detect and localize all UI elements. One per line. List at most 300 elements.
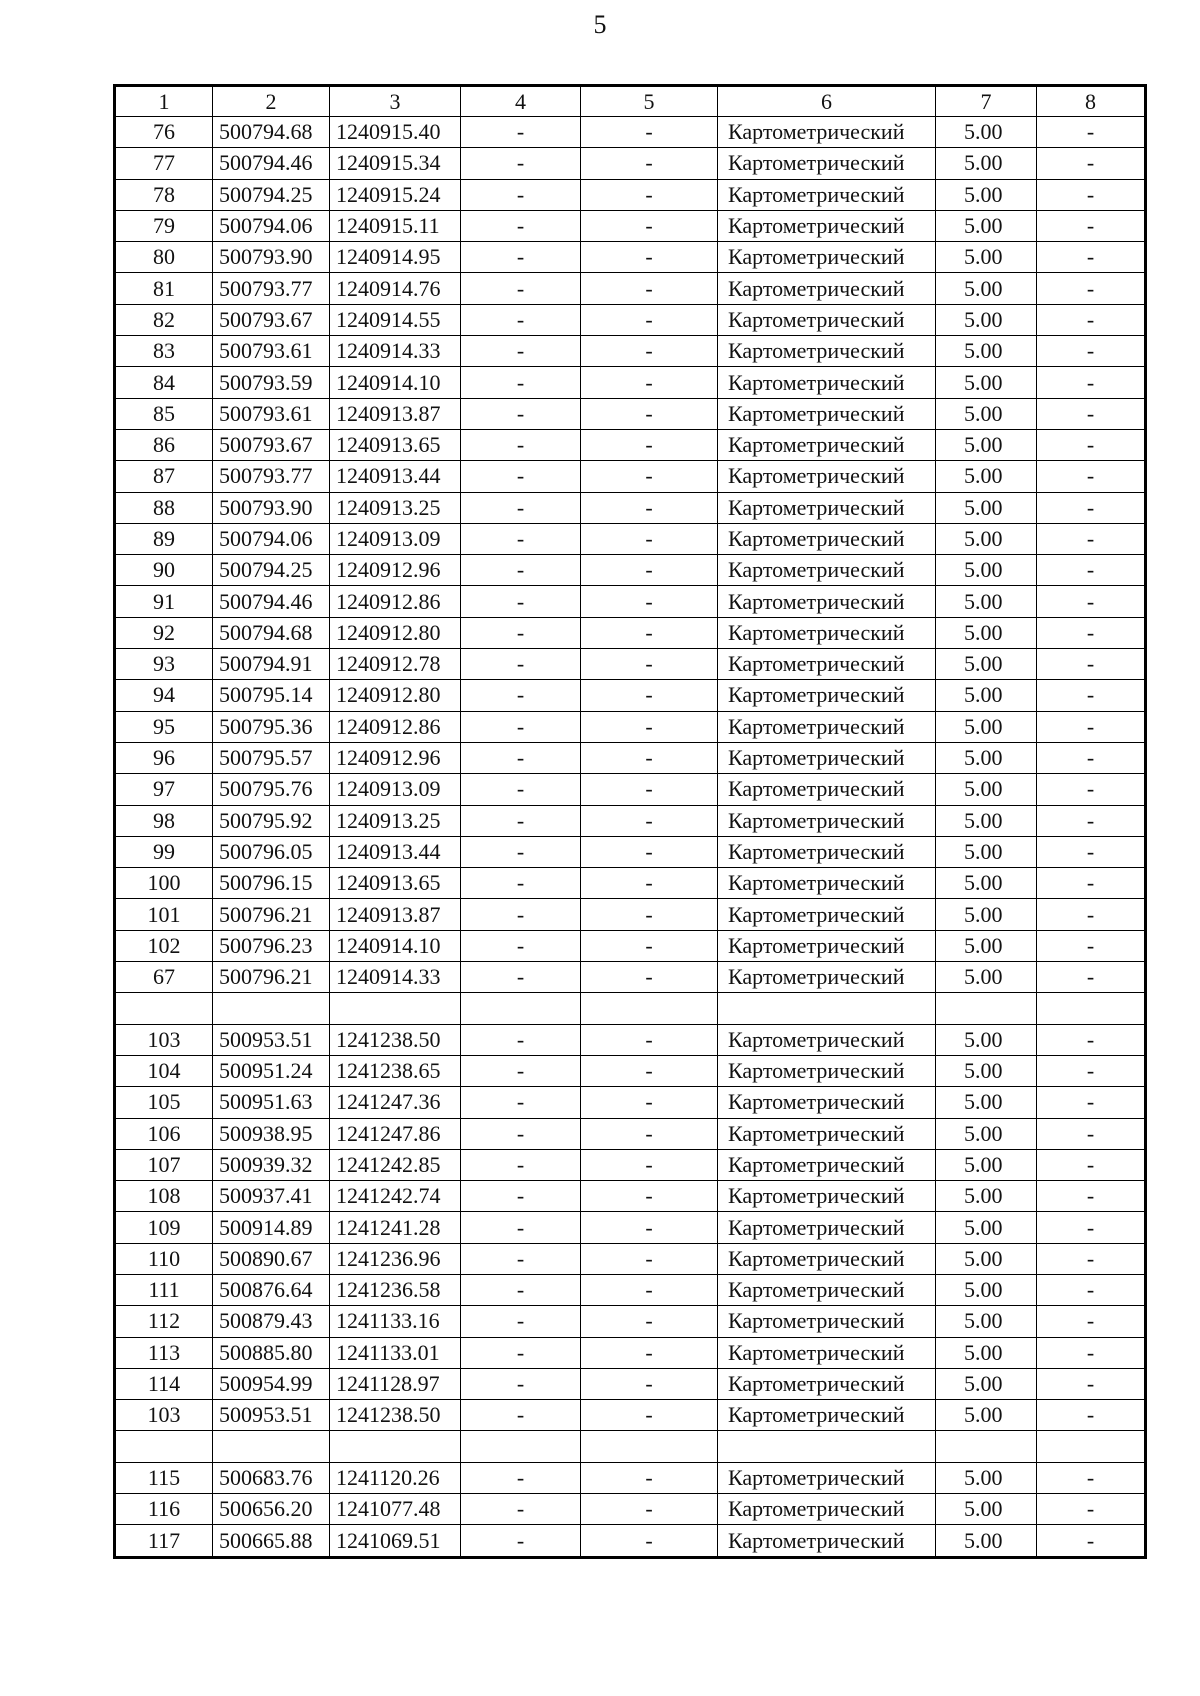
x-coordinate-cell: 500796.23 — [213, 930, 330, 961]
col8-cell — [1037, 1431, 1146, 1462]
table-row — [115, 429, 1146, 460]
col4-cell: - — [461, 711, 581, 742]
accuracy-cell: 5.00 — [936, 899, 1037, 930]
table-row — [115, 1055, 1146, 1086]
page-number: 5 — [593, 10, 607, 39]
method-cell: Картометрический — [718, 1212, 936, 1243]
method-cell: Картометрический — [718, 962, 936, 993]
table-row — [115, 649, 1146, 680]
method-cell: Картометрический — [718, 1087, 936, 1118]
method-cell: Картометрический — [718, 1149, 936, 1180]
col4-cell: - — [461, 1274, 581, 1305]
table-row — [115, 1024, 1146, 1055]
col5-cell: - — [581, 1525, 718, 1557]
point-number-cell: 107 — [115, 1149, 213, 1180]
x-coordinate-cell: 500793.77 — [213, 273, 330, 304]
y-coordinate-cell: 1240913.87 — [330, 899, 461, 930]
col5-cell: - — [581, 805, 718, 836]
table-row — [115, 1337, 1146, 1368]
point-number-cell: 109 — [115, 1212, 213, 1243]
col5-cell: - — [581, 117, 718, 148]
col8-cell: - — [1037, 398, 1146, 429]
x-coordinate-cell: 500795.92 — [213, 805, 330, 836]
method-cell — [718, 1431, 936, 1462]
table-row — [115, 1368, 1146, 1399]
y-coordinate-cell: 1240915.40 — [330, 117, 461, 148]
col5-cell: - — [581, 273, 718, 304]
col5-cell: - — [581, 617, 718, 648]
accuracy-cell: 5.00 — [936, 1368, 1037, 1399]
y-coordinate-cell: 1240914.55 — [330, 304, 461, 335]
accuracy-cell — [936, 1431, 1037, 1462]
x-coordinate-cell — [213, 993, 330, 1024]
y-coordinate-cell — [330, 993, 461, 1024]
x-coordinate-cell: 500939.32 — [213, 1149, 330, 1180]
method-cell: Картометрический — [718, 429, 936, 460]
col8-cell: - — [1037, 1087, 1146, 1118]
method-cell: Картометрический — [718, 805, 936, 836]
method-cell: Картометрический — [718, 1400, 936, 1431]
col5-cell: - — [581, 1149, 718, 1180]
col4-cell: - — [461, 1525, 581, 1557]
x-coordinate-cell: 500793.59 — [213, 367, 330, 398]
x-coordinate-cell: 500795.57 — [213, 742, 330, 773]
table-row — [115, 993, 1146, 1024]
col8-cell: - — [1037, 586, 1146, 617]
point-number-cell — [115, 1431, 213, 1462]
col5-cell: - — [581, 1462, 718, 1493]
method-cell: Картометрический — [718, 868, 936, 899]
col4-cell: - — [461, 868, 581, 899]
y-coordinate-cell: 1240913.44 — [330, 836, 461, 867]
col8-cell: - — [1037, 1118, 1146, 1149]
point-number-cell: 81 — [115, 273, 213, 304]
col5-cell: - — [581, 429, 718, 460]
point-number-cell: 116 — [115, 1494, 213, 1525]
col4-cell: - — [461, 336, 581, 367]
x-coordinate-cell: 500794.06 — [213, 523, 330, 554]
y-coordinate-cell: 1241236.96 — [330, 1243, 461, 1274]
col8-cell: - — [1037, 774, 1146, 805]
method-cell: Картометрический — [718, 148, 936, 179]
point-number-cell: 115 — [115, 1462, 213, 1493]
col8-cell: - — [1037, 868, 1146, 899]
accuracy-cell: 5.00 — [936, 242, 1037, 273]
method-cell: Картометрический — [718, 836, 936, 867]
point-number-cell: 80 — [115, 242, 213, 273]
y-coordinate-cell: 1241077.48 — [330, 1494, 461, 1525]
point-number-cell: 112 — [115, 1306, 213, 1337]
col8-cell: - — [1037, 1400, 1146, 1431]
x-coordinate-cell: 500794.68 — [213, 617, 330, 648]
x-coordinate-cell: 500938.95 — [213, 1118, 330, 1149]
y-coordinate-cell: 1241133.01 — [330, 1337, 461, 1368]
accuracy-cell: 5.00 — [936, 398, 1037, 429]
col4-cell: - — [461, 398, 581, 429]
method-cell: Картометрический — [718, 1462, 936, 1493]
y-coordinate-cell: 1241242.85 — [330, 1149, 461, 1180]
col4-cell: - — [461, 836, 581, 867]
col8-cell: - — [1037, 523, 1146, 554]
point-number-cell: 78 — [115, 179, 213, 210]
table-row — [115, 1525, 1146, 1557]
x-coordinate-cell: 500794.46 — [213, 148, 330, 179]
col4-cell — [461, 993, 581, 1024]
y-coordinate-cell: 1240914.95 — [330, 242, 461, 273]
table-row — [115, 617, 1146, 648]
y-coordinate-cell: 1240912.78 — [330, 649, 461, 680]
col8-cell: - — [1037, 711, 1146, 742]
table-row — [115, 586, 1146, 617]
header-row — [115, 86, 1146, 117]
col5-cell: - — [581, 148, 718, 179]
table-row — [115, 1306, 1146, 1337]
col8-cell: - — [1037, 1494, 1146, 1525]
col8-cell: - — [1037, 1024, 1146, 1055]
y-coordinate-cell: 1240914.76 — [330, 273, 461, 304]
col8-cell: - — [1037, 179, 1146, 210]
table-row — [115, 367, 1146, 398]
point-number-cell: 111 — [115, 1274, 213, 1305]
col5-cell: - — [581, 711, 718, 742]
y-coordinate-cell: 1240912.86 — [330, 711, 461, 742]
method-cell: Картометрический — [718, 1181, 936, 1212]
x-coordinate-cell: 500795.76 — [213, 774, 330, 805]
col4-cell: - — [461, 1181, 581, 1212]
table-row — [115, 1212, 1146, 1243]
col8-cell: - — [1037, 899, 1146, 930]
table-row — [115, 1243, 1146, 1274]
x-coordinate-cell: 500796.15 — [213, 868, 330, 899]
method-cell: Картометрический — [718, 179, 936, 210]
table-row — [115, 680, 1146, 711]
point-number-cell: 90 — [115, 555, 213, 586]
col5-cell: - — [581, 586, 718, 617]
y-coordinate-cell: 1240914.10 — [330, 930, 461, 961]
y-coordinate-cell: 1241241.28 — [330, 1212, 461, 1243]
col8-cell: - — [1037, 210, 1146, 241]
point-number-cell: 82 — [115, 304, 213, 335]
col5-cell: - — [581, 304, 718, 335]
x-coordinate-cell: 500796.05 — [213, 836, 330, 867]
accuracy-cell: 5.00 — [936, 492, 1037, 523]
method-cell: Картометрический — [718, 117, 936, 148]
point-number-cell: 97 — [115, 774, 213, 805]
x-coordinate-cell: 500794.25 — [213, 555, 330, 586]
col8-cell: - — [1037, 617, 1146, 648]
accuracy-cell: 5.00 — [936, 1149, 1037, 1180]
x-coordinate-cell: 500890.67 — [213, 1243, 330, 1274]
col4-cell: - — [461, 930, 581, 961]
table-row — [115, 742, 1146, 773]
method-cell: Картометрический — [718, 1494, 936, 1525]
accuracy-cell: 5.00 — [936, 1243, 1037, 1274]
table-row — [115, 1494, 1146, 1525]
table-row — [115, 1087, 1146, 1118]
accuracy-cell: 5.00 — [936, 711, 1037, 742]
x-coordinate-cell — [213, 1431, 330, 1462]
col5-cell — [581, 1431, 718, 1462]
column-header: 8 — [1037, 86, 1146, 117]
y-coordinate-cell: 1241069.51 — [330, 1525, 461, 1557]
y-coordinate-cell: 1241133.16 — [330, 1306, 461, 1337]
accuracy-cell: 5.00 — [936, 680, 1037, 711]
table-row — [115, 774, 1146, 805]
col4-cell: - — [461, 1024, 581, 1055]
col5-cell: - — [581, 1055, 718, 1086]
point-number-cell: 117 — [115, 1525, 213, 1557]
x-coordinate-cell: 500951.24 — [213, 1055, 330, 1086]
col5-cell: - — [581, 210, 718, 241]
col4-cell: - — [461, 1494, 581, 1525]
col8-cell: - — [1037, 649, 1146, 680]
col4-cell: - — [461, 429, 581, 460]
x-coordinate-cell: 500793.67 — [213, 304, 330, 335]
col4-cell: - — [461, 1149, 581, 1180]
method-cell: Картометрический — [718, 1306, 936, 1337]
x-coordinate-cell: 500953.51 — [213, 1024, 330, 1055]
accuracy-cell: 5.00 — [936, 586, 1037, 617]
column-header: 6 — [718, 86, 936, 117]
accuracy-cell: 5.00 — [936, 1055, 1037, 1086]
x-coordinate-cell: 500793.77 — [213, 461, 330, 492]
col4-cell: - — [461, 1306, 581, 1337]
method-cell: Картометрический — [718, 711, 936, 742]
col4-cell: - — [461, 742, 581, 773]
col4-cell: - — [461, 1400, 581, 1431]
table-row — [115, 805, 1146, 836]
accuracy-cell: 5.00 — [936, 617, 1037, 648]
method-cell: Картометрический — [718, 273, 936, 304]
point-number-cell: 106 — [115, 1118, 213, 1149]
table-row — [115, 461, 1146, 492]
y-coordinate-cell: 1240913.44 — [330, 461, 461, 492]
point-number-cell — [115, 993, 213, 1024]
accuracy-cell: 5.00 — [936, 1118, 1037, 1149]
accuracy-cell: 5.00 — [936, 555, 1037, 586]
y-coordinate-cell: 1240912.96 — [330, 555, 461, 586]
col4-cell: - — [461, 273, 581, 304]
accuracy-cell: 5.00 — [936, 1087, 1037, 1118]
col5-cell: - — [581, 962, 718, 993]
col4-cell: - — [461, 1118, 581, 1149]
x-coordinate-cell: 500795.14 — [213, 680, 330, 711]
y-coordinate-cell: 1240912.80 — [330, 680, 461, 711]
col8-cell: - — [1037, 461, 1146, 492]
x-coordinate-cell: 500665.88 — [213, 1525, 330, 1557]
accuracy-cell: 5.00 — [936, 461, 1037, 492]
accuracy-cell: 5.00 — [936, 1494, 1037, 1525]
x-coordinate-cell: 500954.99 — [213, 1368, 330, 1399]
point-number-cell: 110 — [115, 1243, 213, 1274]
col8-cell: - — [1037, 555, 1146, 586]
col8-cell: - — [1037, 1274, 1146, 1305]
accuracy-cell: 5.00 — [936, 868, 1037, 899]
col5-cell: - — [581, 1274, 718, 1305]
method-cell: Картометрический — [718, 367, 936, 398]
column-header: 7 — [936, 86, 1037, 117]
point-number-cell: 88 — [115, 492, 213, 523]
col5-cell: - — [581, 336, 718, 367]
table-row — [115, 1149, 1146, 1180]
col8-cell: - — [1037, 273, 1146, 304]
table-row — [115, 930, 1146, 961]
col5-cell: - — [581, 1368, 718, 1399]
col4-cell: - — [461, 617, 581, 648]
table-row — [115, 1118, 1146, 1149]
table-row — [115, 179, 1146, 210]
col5-cell: - — [581, 774, 718, 805]
y-coordinate-cell: 1241242.74 — [330, 1181, 461, 1212]
accuracy-cell: 5.00 — [936, 179, 1037, 210]
method-cell: Картометрический — [718, 1368, 936, 1399]
method-cell: Картометрический — [718, 899, 936, 930]
point-number-cell: 102 — [115, 930, 213, 961]
method-cell: Картометрический — [718, 1337, 936, 1368]
method-cell: Картометрический — [718, 304, 936, 335]
table-row — [115, 336, 1146, 367]
point-number-cell: 101 — [115, 899, 213, 930]
method-cell: Картометрический — [718, 336, 936, 367]
x-coordinate-cell: 500793.90 — [213, 492, 330, 523]
col8-cell: - — [1037, 1055, 1146, 1086]
accuracy-cell: 5.00 — [936, 210, 1037, 241]
accuracy-cell — [936, 993, 1037, 1024]
accuracy-cell: 5.00 — [936, 1024, 1037, 1055]
x-coordinate-cell: 500876.64 — [213, 1274, 330, 1305]
col8-cell: - — [1037, 1243, 1146, 1274]
y-coordinate-cell: 1241238.50 — [330, 1024, 461, 1055]
method-cell: Картометрический — [718, 586, 936, 617]
point-number-cell: 76 — [115, 117, 213, 148]
col4-cell — [461, 1431, 581, 1462]
col8-cell: - — [1037, 1212, 1146, 1243]
table-row — [115, 523, 1146, 554]
x-coordinate-cell: 500937.41 — [213, 1181, 330, 1212]
col8-cell — [1037, 993, 1146, 1024]
col8-cell: - — [1037, 148, 1146, 179]
col8-cell: - — [1037, 429, 1146, 460]
x-coordinate-cell: 500656.20 — [213, 1494, 330, 1525]
col8-cell: - — [1037, 117, 1146, 148]
point-number-cell: 91 — [115, 586, 213, 617]
col4-cell: - — [461, 148, 581, 179]
col8-cell: - — [1037, 304, 1146, 335]
point-number-cell: 105 — [115, 1087, 213, 1118]
y-coordinate-cell: 1240913.87 — [330, 398, 461, 429]
col8-cell: - — [1037, 680, 1146, 711]
table-row — [115, 836, 1146, 867]
col8-cell: - — [1037, 1181, 1146, 1212]
col5-cell: - — [581, 523, 718, 554]
method-cell: Картометрический — [718, 742, 936, 773]
col4-cell: - — [461, 1055, 581, 1086]
method-cell: Картометрический — [718, 1118, 936, 1149]
col5-cell: - — [581, 680, 718, 711]
method-cell: Картометрический — [718, 774, 936, 805]
col5-cell: - — [581, 492, 718, 523]
method-cell: Картометрический — [718, 1525, 936, 1557]
table-row — [115, 492, 1146, 523]
col8-cell: - — [1037, 1525, 1146, 1557]
col8-cell: - — [1037, 1149, 1146, 1180]
point-number-cell: 100 — [115, 868, 213, 899]
x-coordinate-cell: 500885.80 — [213, 1337, 330, 1368]
col5-cell: - — [581, 179, 718, 210]
method-cell: Картометрический — [718, 1243, 936, 1274]
table-row — [115, 1274, 1146, 1305]
col4-cell: - — [461, 1462, 581, 1493]
accuracy-cell: 5.00 — [936, 805, 1037, 836]
point-number-cell: 87 — [115, 461, 213, 492]
y-coordinate-cell: 1240914.10 — [330, 367, 461, 398]
accuracy-cell: 5.00 — [936, 1462, 1037, 1493]
x-coordinate-cell: 500794.91 — [213, 649, 330, 680]
x-coordinate-cell: 500794.06 — [213, 210, 330, 241]
col4-cell: - — [461, 1212, 581, 1243]
column-header: 2 — [213, 86, 330, 117]
x-coordinate-cell: 500793.90 — [213, 242, 330, 273]
accuracy-cell: 5.00 — [936, 742, 1037, 773]
column-header: 4 — [461, 86, 581, 117]
accuracy-cell: 5.00 — [936, 304, 1037, 335]
col5-cell: - — [581, 461, 718, 492]
col8-cell: - — [1037, 492, 1146, 523]
col4-cell: - — [461, 1243, 581, 1274]
accuracy-cell: 5.00 — [936, 930, 1037, 961]
col8-cell: - — [1037, 1368, 1146, 1399]
col4-cell: - — [461, 1368, 581, 1399]
table-row — [115, 1400, 1146, 1431]
method-cell — [718, 993, 936, 1024]
y-coordinate-cell: 1241238.65 — [330, 1055, 461, 1086]
y-coordinate-cell: 1240913.25 — [330, 805, 461, 836]
col5-cell: - — [581, 1181, 718, 1212]
coordinates-table — [113, 84, 1147, 1559]
col4-cell: - — [461, 899, 581, 930]
accuracy-cell: 5.00 — [936, 336, 1037, 367]
table-row — [115, 1431, 1146, 1462]
x-coordinate-cell: 500794.68 — [213, 117, 330, 148]
col4-cell: - — [461, 649, 581, 680]
col5-cell: - — [581, 398, 718, 429]
point-number-cell: 85 — [115, 398, 213, 429]
col8-cell: - — [1037, 367, 1146, 398]
col5-cell: - — [581, 1024, 718, 1055]
accuracy-cell: 5.00 — [936, 836, 1037, 867]
point-number-cell: 93 — [115, 649, 213, 680]
y-coordinate-cell: 1240913.65 — [330, 868, 461, 899]
accuracy-cell: 5.00 — [936, 1274, 1037, 1305]
col5-cell: - — [581, 742, 718, 773]
point-number-cell: 77 — [115, 148, 213, 179]
method-cell: Картометрический — [718, 242, 936, 273]
col4-cell: - — [461, 1087, 581, 1118]
method-cell: Картометрический — [718, 1024, 936, 1055]
accuracy-cell: 5.00 — [936, 1306, 1037, 1337]
col5-cell: - — [581, 899, 718, 930]
col8-cell: - — [1037, 805, 1146, 836]
x-coordinate-cell: 500793.67 — [213, 429, 330, 460]
column-header: 3 — [330, 86, 461, 117]
point-number-cell: 98 — [115, 805, 213, 836]
y-coordinate-cell: 1241236.58 — [330, 1274, 461, 1305]
accuracy-cell: 5.00 — [936, 367, 1037, 398]
col5-cell: - — [581, 1118, 718, 1149]
y-coordinate-cell: 1240914.33 — [330, 336, 461, 367]
y-coordinate-cell — [330, 1431, 461, 1462]
point-number-cell: 94 — [115, 680, 213, 711]
